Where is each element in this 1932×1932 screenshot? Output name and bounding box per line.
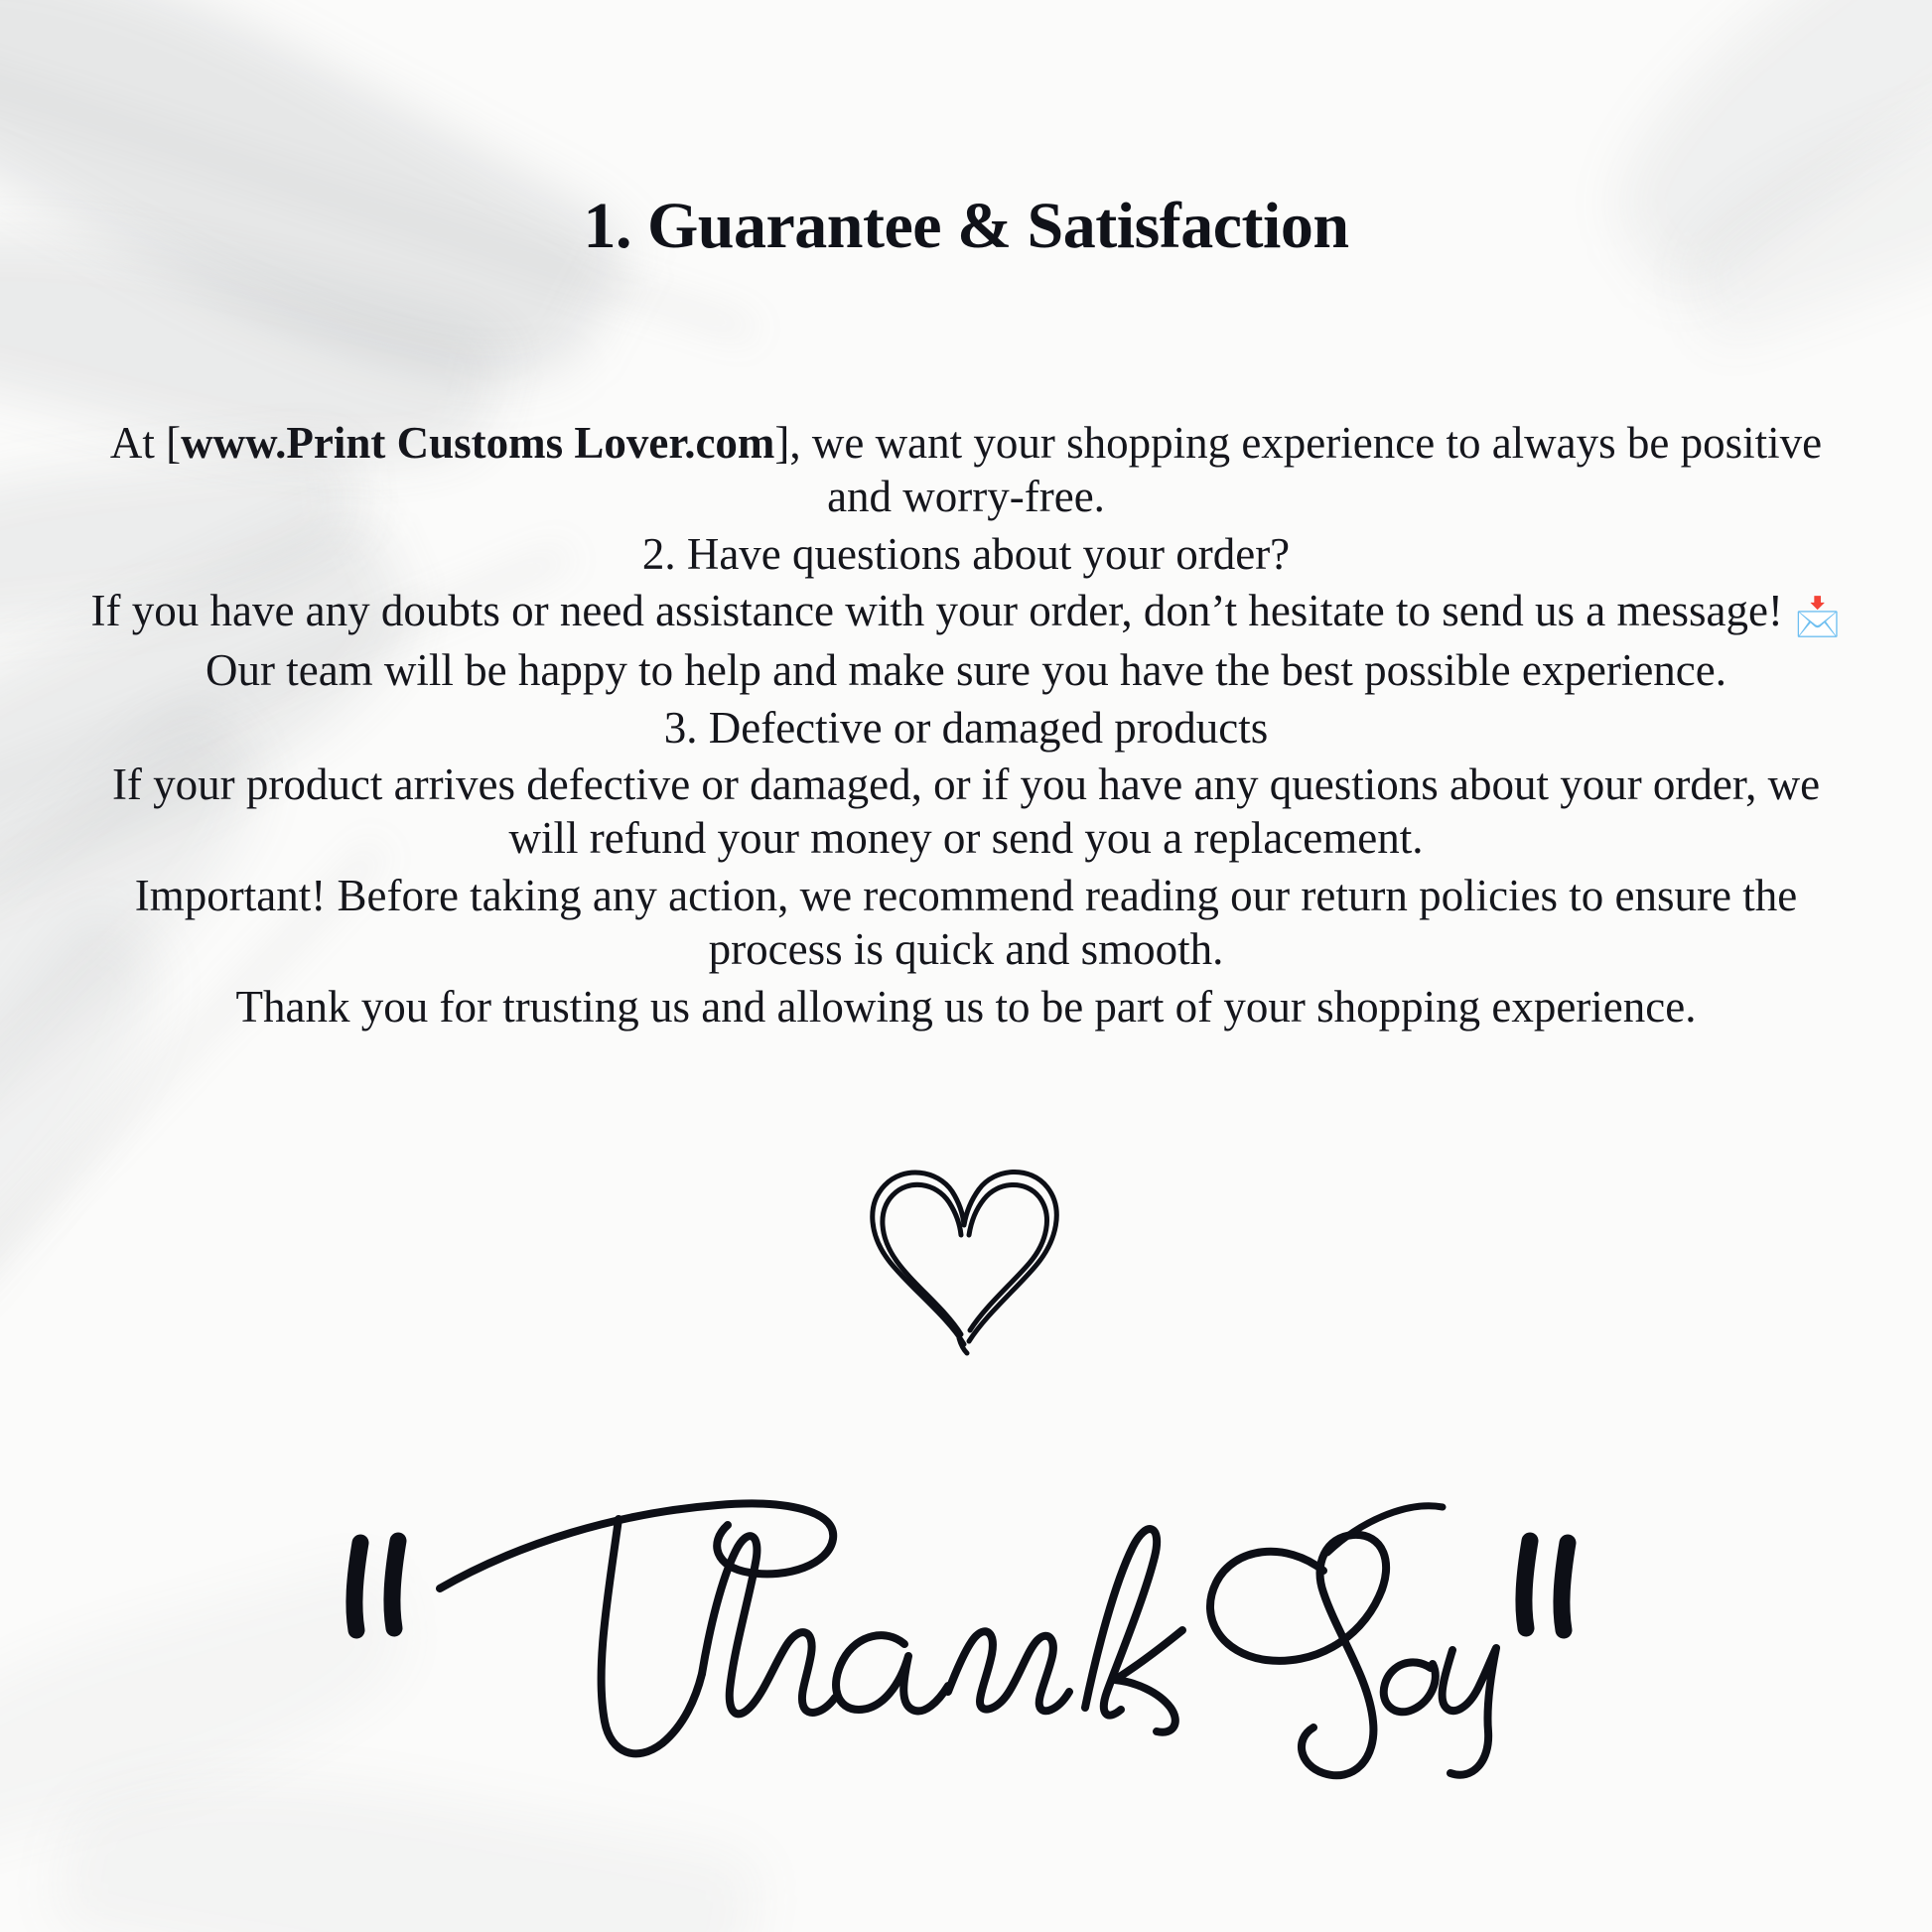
policy-body-text <box>77 416 1855 1036</box>
heart-icon-container <box>77 1140 1855 1368</box>
thank-you-signature-container <box>77 1394 1855 1821</box>
paragraph-section-3-heading: 3. Defective or damaged products <box>663 702 1269 753</box>
paragraph-important: Important! Before taking any action, we recommend reading our return policies to ensure the process is quick and smooth. <box>134 870 1798 975</box>
paragraph-text: At [ <box>109 417 182 468</box>
paragraph-section-2-heading: 2. Have questions about your order? <box>641 528 1291 579</box>
hand-drawn-heart-icon <box>852 1140 1080 1368</box>
paragraph-text: ], we want your shopping experience to always be positive and worry-free. <box>774 417 1823 522</box>
thank-you-script-icon <box>321 1394 1611 1821</box>
paragraph-intro <box>77 416 1855 524</box>
paragraph-section-2-body <box>77 584 1855 640</box>
brand-website-name: www.Print Customs Lover.com <box>181 417 775 468</box>
paragraph-closing: Thank you for trusting us and allowing us to be part of your shopping experience. <box>235 981 1697 1032</box>
paragraph-text: If you have any doubts or need assistance with your order, don’t hesitate to send us a message! <box>90 586 1795 636</box>
page-title: 1. Guarantee & Satisfaction <box>583 190 1349 262</box>
incoming-envelope-icon: 📩 <box>1794 595 1842 639</box>
paragraph-section-2-body-2: Our team will be happy to help and make sure you have the best possible experience. <box>205 645 1727 696</box>
paragraph-section-3-body: If your product arrives defective or damaged, or if you have any questions about your order, we will refund your money or send you a replacement. <box>111 759 1821 864</box>
